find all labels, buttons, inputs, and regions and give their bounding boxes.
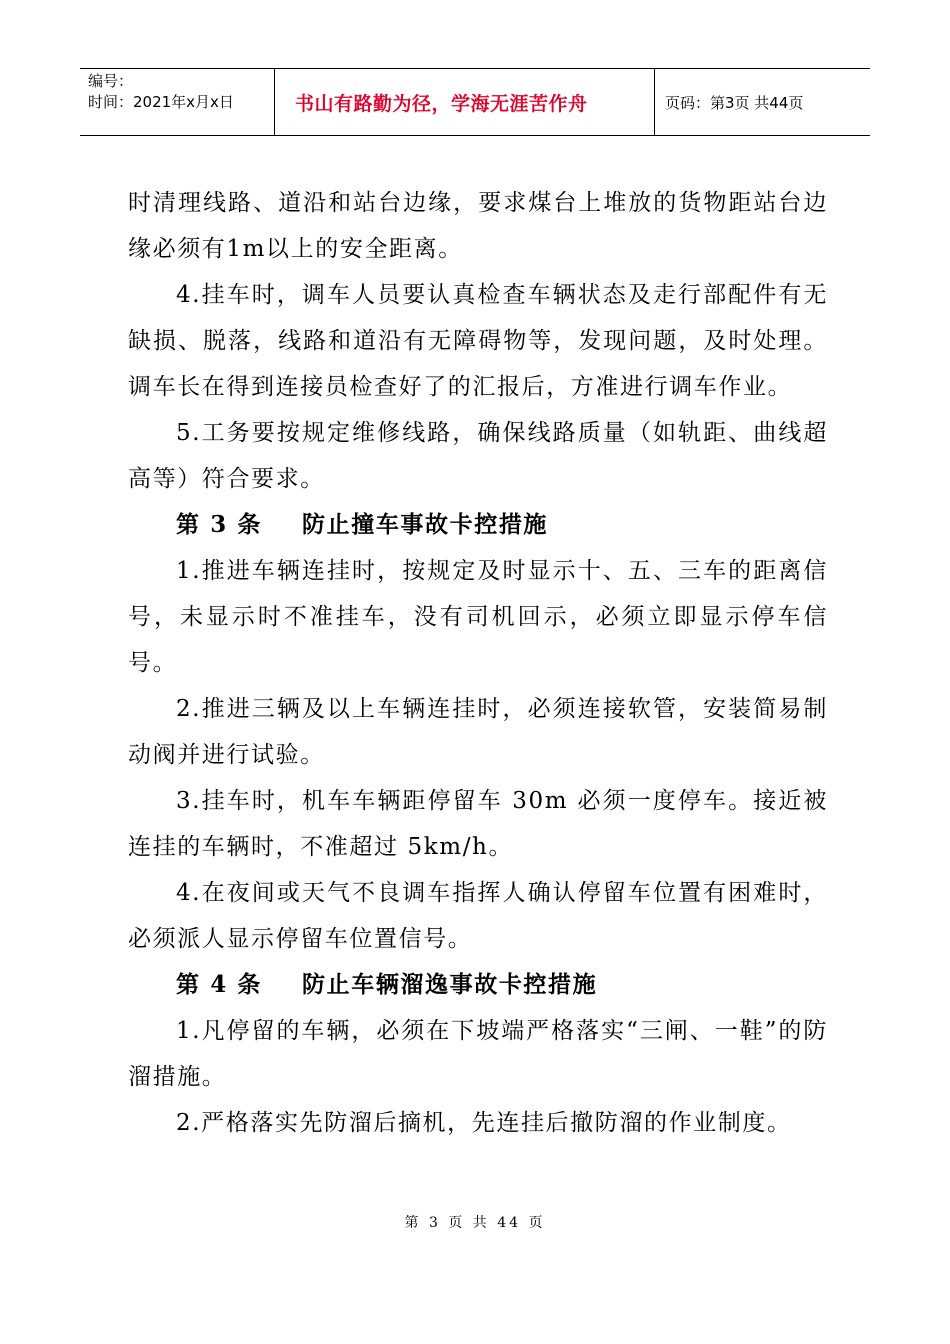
section-heading xyxy=(128,962,828,1008)
list-item-paragraph: 1.推进车辆连挂时，按规定及时显示十、五、三车的距离信号，未显示时不准挂车，没有司机回示，必须立即显示停车信号。 xyxy=(128,558,828,676)
header-page-info: 页码：第3页 共44页 xyxy=(665,93,804,112)
doc-number-label: 编号： xyxy=(88,72,134,90)
header-meta-cell xyxy=(80,69,275,135)
list-item-paragraph: 3.挂车时，机车车辆距停留车 30m 必须一度停车。接近被连挂的车辆时，不准超过 5km/h。 xyxy=(128,788,828,860)
list-item-paragraph: 1.凡停留的车辆，必须在下坡端严格落实“三闸、一鞋”的防溜措施。 xyxy=(128,1018,828,1090)
section-heading xyxy=(128,502,828,548)
page-footer: 第 3 页 共 44 页 xyxy=(404,1215,546,1231)
section-title: 防止车辆溜逸事故卡控措施 xyxy=(302,971,598,998)
list-item-paragraph: 2.推进三辆及以上车辆连挂时，必须连接软管，安装简易制动阀并进行试验。 xyxy=(128,696,828,768)
doc-time-label: 时间：2021年x月x日 xyxy=(88,93,234,111)
section-title: 防止撞车事故卡控措施 xyxy=(302,511,549,538)
list-item-paragraph: 2.严格落实先防溜后摘机，先连挂后撤防溜的作业制度。 xyxy=(176,1110,792,1136)
list-item-paragraph: 5.工务要按规定维修线路，确保线路质量（如轨距、曲线超高等）符合要求。 xyxy=(128,420,828,492)
section-number: 第 4 条 xyxy=(176,971,263,998)
section-number: 第 3 条 xyxy=(176,511,263,538)
list-item-paragraph: 4.在夜间或天气不良调车指挥人确认停留车位置有困难时，必须派人显示停留车位置信号。 xyxy=(128,880,828,952)
document-body xyxy=(128,180,828,1146)
continuation-paragraph: 时清理线路、道沿和站台边缘，要求煤台上堆放的货物距站台边缘必须有1m以上的安全距离。 xyxy=(128,190,828,262)
list-item-paragraph: 4.挂车时，调车人员要认真检查车辆状态及走行部配件有无缺损、脱落，线路和道沿有无障碍物等，发现问题，及时处理。调车长在得到连接员检查好了的汇报后，方准进行调车作业。 xyxy=(128,282,828,400)
header-table xyxy=(80,68,870,136)
header-motto: 书山有路勤为径，学海无涯苦作舟 xyxy=(275,69,655,135)
